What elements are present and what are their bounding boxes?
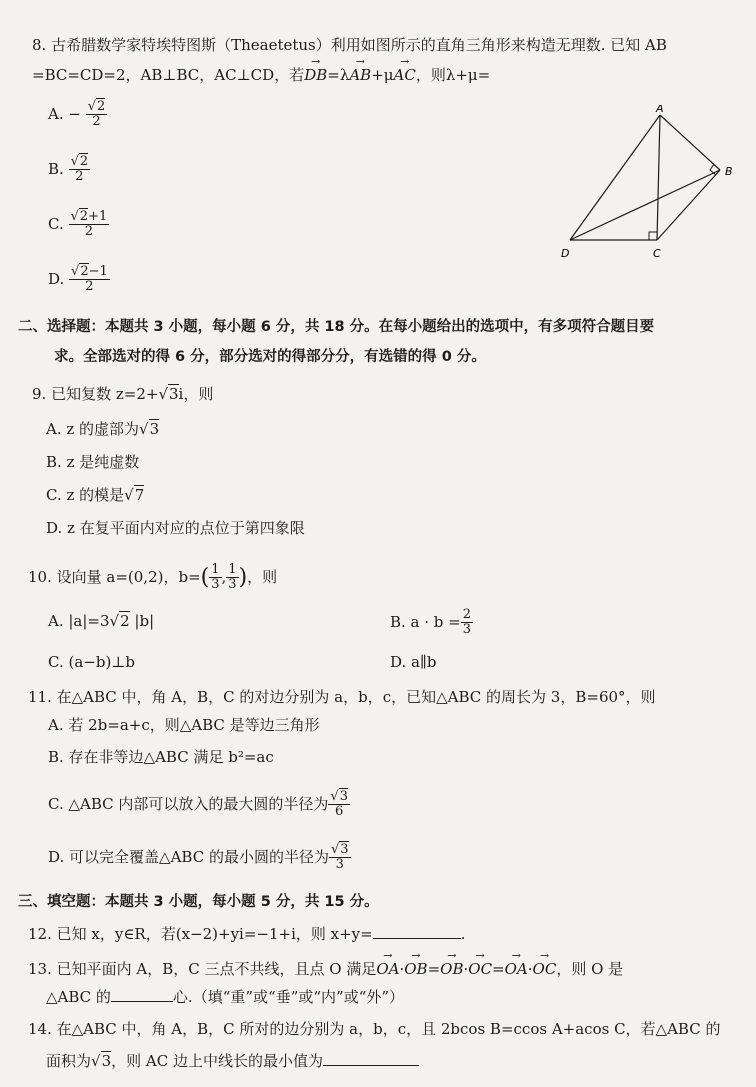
q8-plus-mu: +μ	[371, 66, 394, 84]
q8-option-c-label: C.	[48, 214, 64, 233]
q10-option-a	[48, 612, 154, 631]
q11-option-d	[48, 843, 351, 873]
segment-da	[570, 115, 660, 240]
sqrt-symbol	[91, 1052, 101, 1070]
q8-option-c-denominator: 2	[84, 224, 94, 240]
q10-stem	[28, 563, 277, 593]
q10-option-a-radicand: 2	[120, 612, 130, 630]
q13-line1	[28, 960, 623, 979]
q10-stem-text-b: ，则	[247, 567, 278, 586]
sqrt-symbol	[158, 385, 168, 403]
q9-option-c-text: C. z 的模是	[46, 486, 125, 504]
q8-option-d-numerator-tail: −1	[88, 264, 108, 279]
right-paren: )	[238, 565, 248, 591]
q8-triangle-figure	[555, 105, 735, 265]
q10-option-c: C. (a−b)⊥b	[48, 653, 136, 671]
q14-line2	[46, 1052, 419, 1071]
q8-option-b-denominator: 2	[75, 169, 84, 185]
vertex-label-a: A	[656, 105, 664, 115]
q9-stem-text-b: i，则	[178, 385, 214, 403]
q10-option-d: D. a∥b	[390, 653, 437, 671]
q9-stem	[32, 385, 213, 404]
q8-option-d-numerator: 2	[80, 264, 89, 279]
q13-eq: =	[427, 960, 441, 978]
q13-vector-oc-2: → OC	[533, 960, 557, 979]
sqrt-symbol	[331, 842, 339, 857]
q8-vector-ac: → AC	[394, 66, 416, 85]
q11-option-d-text: D. 可以完全覆盖△ABC 的最小圆的半径为	[48, 847, 329, 866]
q8-vector-db: → DB	[304, 66, 327, 85]
q11-option-c-numerator: 3	[339, 789, 348, 804]
q13-text-b: ，则 O 是	[556, 960, 624, 978]
q8-option-b	[48, 155, 90, 185]
q8-option-a-fraction	[86, 100, 108, 130]
q8-option-a-label: A. −	[48, 104, 81, 123]
q14-line2-text-b: ，则 AC 边上中线长的最小值为	[111, 1052, 323, 1070]
sqrt-symbol	[330, 789, 338, 804]
q13-vector-oa-2: → OA	[505, 960, 528, 979]
q8-line2	[32, 66, 490, 85]
q8-option-b-label: B.	[48, 159, 64, 178]
q13-answer-blank[interactable]	[111, 1001, 173, 1002]
q8-option-a	[48, 100, 107, 130]
q13-line2	[46, 988, 404, 1007]
q10-option-b-denominator: 3	[462, 622, 472, 638]
q14-radicand: 3	[101, 1052, 112, 1070]
q13-line2-text-b: 心.（填“重”或“垂”或“内”或“外”）	[172, 988, 405, 1006]
segment-ac	[657, 115, 660, 240]
sqrt-symbol	[88, 99, 96, 114]
vertex-label-c: C	[653, 247, 661, 260]
q9-stem-text-a: 9. 已知复数 z=2+	[32, 385, 159, 403]
vertex-label-d: D	[561, 247, 570, 260]
q10-stem-text-a: 10. 设向量 a=(0,2)，b=	[28, 567, 201, 586]
q10-option-b-fraction	[461, 608, 473, 638]
left-paren: (	[200, 565, 210, 591]
q11-option-a: A. 若 2b=a+c，则△ABC 是等边三角形	[48, 716, 320, 734]
q8-line2-text-b: ，则λ+μ=	[415, 66, 491, 84]
q8-eq: =λ	[327, 66, 350, 84]
q9-option-b: B. z 是纯虚数	[46, 453, 140, 471]
q9-stem-radicand: 3	[169, 385, 179, 403]
q13-line2-text-a: △ABC 的	[46, 988, 111, 1006]
q13-dot: ·	[399, 960, 405, 978]
q8-option-d-label: D.	[48, 269, 65, 288]
q11-option-d-numerator: 3	[340, 842, 349, 857]
q11-option-d-denominator: 3	[335, 857, 344, 873]
q13-dot-3: ·	[527, 960, 533, 978]
q8-option-c-fraction	[69, 210, 110, 240]
q8-option-b-numerator: 2	[79, 154, 89, 169]
q10-stem-fraction-2	[226, 563, 238, 593]
segment-bc	[657, 170, 720, 240]
q8-vector-ab: → AB	[349, 66, 371, 85]
q8-option-c-numerator: 2	[79, 209, 89, 224]
q10-option-a-text: A. |a|=3	[48, 612, 110, 630]
q9-option-c-radicand: 7	[134, 486, 145, 504]
q12-stem-text: 12. 已知 x，y∈R，若(x−2)+yi=−1+i，则 x+y=	[28, 925, 373, 943]
q8-line2-text-a: =BC=CD=2，AB⊥BC，AC⊥CD，若	[32, 66, 305, 84]
q10-option-b	[390, 608, 473, 638]
q10-option-b-text: B. a · b =	[390, 612, 461, 631]
q8-option-a-denominator: 2	[92, 114, 101, 130]
q14-line2-text-a: 面积为	[46, 1052, 92, 1070]
q11-option-c-fraction	[328, 790, 350, 820]
q10-option-a-text-b: |b|	[134, 612, 155, 630]
q11-option-c-denominator: 6	[335, 804, 344, 820]
q8-option-c-numerator-tail: +1	[88, 209, 108, 224]
sqrt-symbol	[124, 486, 134, 504]
q11-option-c	[48, 790, 350, 820]
q8-option-b-fraction	[69, 155, 91, 185]
sqrt-symbol	[110, 612, 120, 630]
q12-answer-blank[interactable]	[373, 938, 461, 939]
q10-fraction-2-denominator: 3	[228, 577, 237, 593]
q9-option-c	[46, 486, 144, 505]
q14-answer-blank[interactable]	[323, 1065, 419, 1066]
q8-option-d-fraction	[69, 265, 110, 295]
q11-option-d-fraction	[329, 843, 351, 873]
q13-vector-oa: → OA	[376, 960, 399, 979]
q13-vector-ob-2: → OB	[440, 960, 463, 979]
segment-ab	[660, 115, 720, 170]
q8-option-d	[48, 265, 110, 295]
q11-stem: 11. 在△ABC 中，角 A，B，C 的对边分别为 a，b，c，已知△ABC 的周长为 3，B=60°，则	[28, 688, 656, 706]
q10-stem-fraction-1	[209, 563, 221, 593]
q14-line1: 14. 在△ABC 中，角 A，B，C 所对的边分别为 a，b，c，且 2bcos B=ccos A+acos C，若△ABC 的	[28, 1020, 721, 1038]
q9-option-a-radicand: 3	[149, 420, 160, 438]
q8-option-d-denominator: 2	[85, 279, 94, 295]
q13-vector-oc: → OC	[468, 960, 492, 979]
q10-fraction-2-numerator: 1	[228, 562, 237, 577]
comma: ,	[221, 567, 227, 586]
q9-option-d: D. z 在复平面内对应的点位于第四象限	[46, 519, 305, 537]
q11-option-b: B. 存在非等边△ABC 满足 b²=ac	[48, 748, 274, 766]
q8-option-c	[48, 210, 109, 240]
q8-line1: 8. 古希腊数学家特埃特图斯（Theaetetus）利用如图所示的直角三角形来构造无理数. 已知 AB	[32, 36, 667, 54]
q10-fraction-1-denominator: 3	[211, 577, 220, 593]
section2-heading-line1: 二、选择题：本题共 3 小题，每小题 6 分，共 18 分。在每小题给出的选项中，有多项符合题目要	[18, 319, 655, 335]
q13-text-a: 13. 已知平面内 A，B，C 三点不共线，且点 O 满足	[28, 960, 377, 978]
sqrt-symbol	[139, 420, 149, 438]
q10-fraction-1-numerator: 1	[211, 562, 220, 577]
q9-option-a-text: A. z 的虚部为	[46, 420, 140, 438]
sqrt-symbol	[71, 209, 79, 224]
right-angle-mark-c	[649, 232, 657, 240]
q10-option-b-numerator: 2	[462, 607, 472, 622]
q12-stem	[28, 925, 466, 944]
q12-stem-end: .	[460, 925, 466, 943]
q8-option-a-numerator: 2	[97, 99, 106, 114]
vertex-label-b: B	[725, 165, 733, 178]
q13-dot-2: ·	[463, 960, 469, 978]
section3-heading: 三、填空题：本题共 3 小题，每小题 5 分，共 15 分。	[18, 894, 379, 910]
segment-db	[570, 170, 720, 240]
section2-heading-line2: 求。全部选对的得 6 分，部分选对的得部分分，有选错的得 0 分。	[54, 349, 486, 365]
sqrt-symbol	[71, 154, 79, 169]
q13-vector-ob: → OB	[404, 960, 427, 979]
q13-eq-2: =	[492, 960, 505, 978]
q11-option-c-text: C. △ABC 内部可以放入的最大圆的半径为	[48, 794, 329, 813]
q9-option-a	[46, 420, 159, 439]
